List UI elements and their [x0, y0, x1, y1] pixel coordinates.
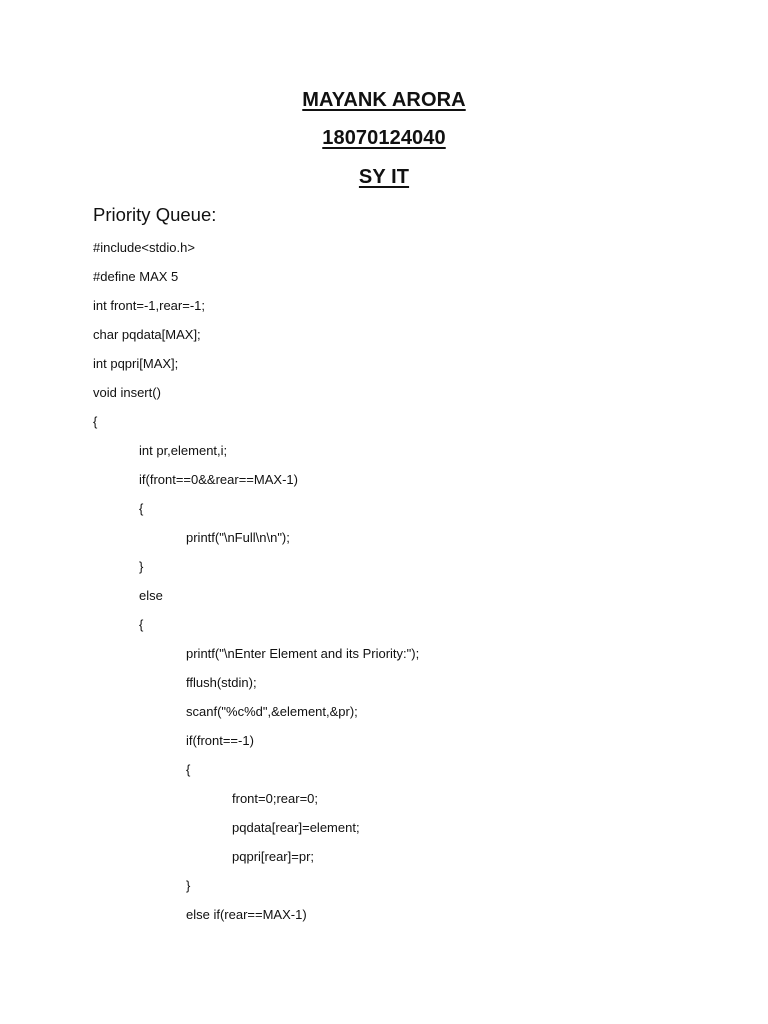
header-class-row	[0, 166, 768, 189]
code-line: int front=-1,rear=-1;	[93, 298, 205, 313]
code-line: }	[186, 878, 191, 893]
code-line: else	[139, 588, 163, 603]
code-line: {	[139, 501, 144, 516]
author-name: MAYANK ARORA	[302, 89, 466, 111]
code-line: printf("\nFull\n\n");	[186, 530, 290, 545]
code-line: scanf("%c%d",&element,&pr);	[186, 704, 358, 719]
code-line: if(front==0&&rear==MAX-1)	[139, 472, 298, 487]
header-roll-row	[0, 127, 768, 150]
code-line: void insert()	[93, 385, 161, 400]
code-line: #define MAX 5	[93, 269, 179, 284]
code-line: #include<stdio.h>	[93, 240, 195, 255]
code-line: if(front==-1)	[186, 733, 254, 748]
class-label: SY IT	[358, 166, 410, 188]
roll-number: 18070124040	[322, 127, 446, 149]
code-line: {	[186, 762, 191, 777]
code-line: {	[139, 617, 144, 632]
code-line: int pr,element,i;	[139, 443, 228, 458]
code-line: int pqpri[MAX];	[93, 356, 179, 371]
code-line: pqdata[rear]=element;	[232, 820, 360, 835]
code-line: front=0;rear=0;	[232, 791, 318, 806]
code-line: }	[139, 559, 144, 574]
code-line: {	[93, 414, 98, 429]
code-line: char pqdata[MAX];	[93, 327, 201, 342]
section-title: Priority Queue:	[93, 204, 217, 225]
code-line: else if(rear==MAX-1)	[186, 907, 307, 922]
code-line: printf("\nEnter Element and its Priority:");	[186, 646, 420, 661]
code-line: fflush(stdin);	[186, 675, 257, 690]
code-line: pqpri[rear]=pr;	[232, 849, 315, 864]
header-name-row	[0, 89, 768, 112]
